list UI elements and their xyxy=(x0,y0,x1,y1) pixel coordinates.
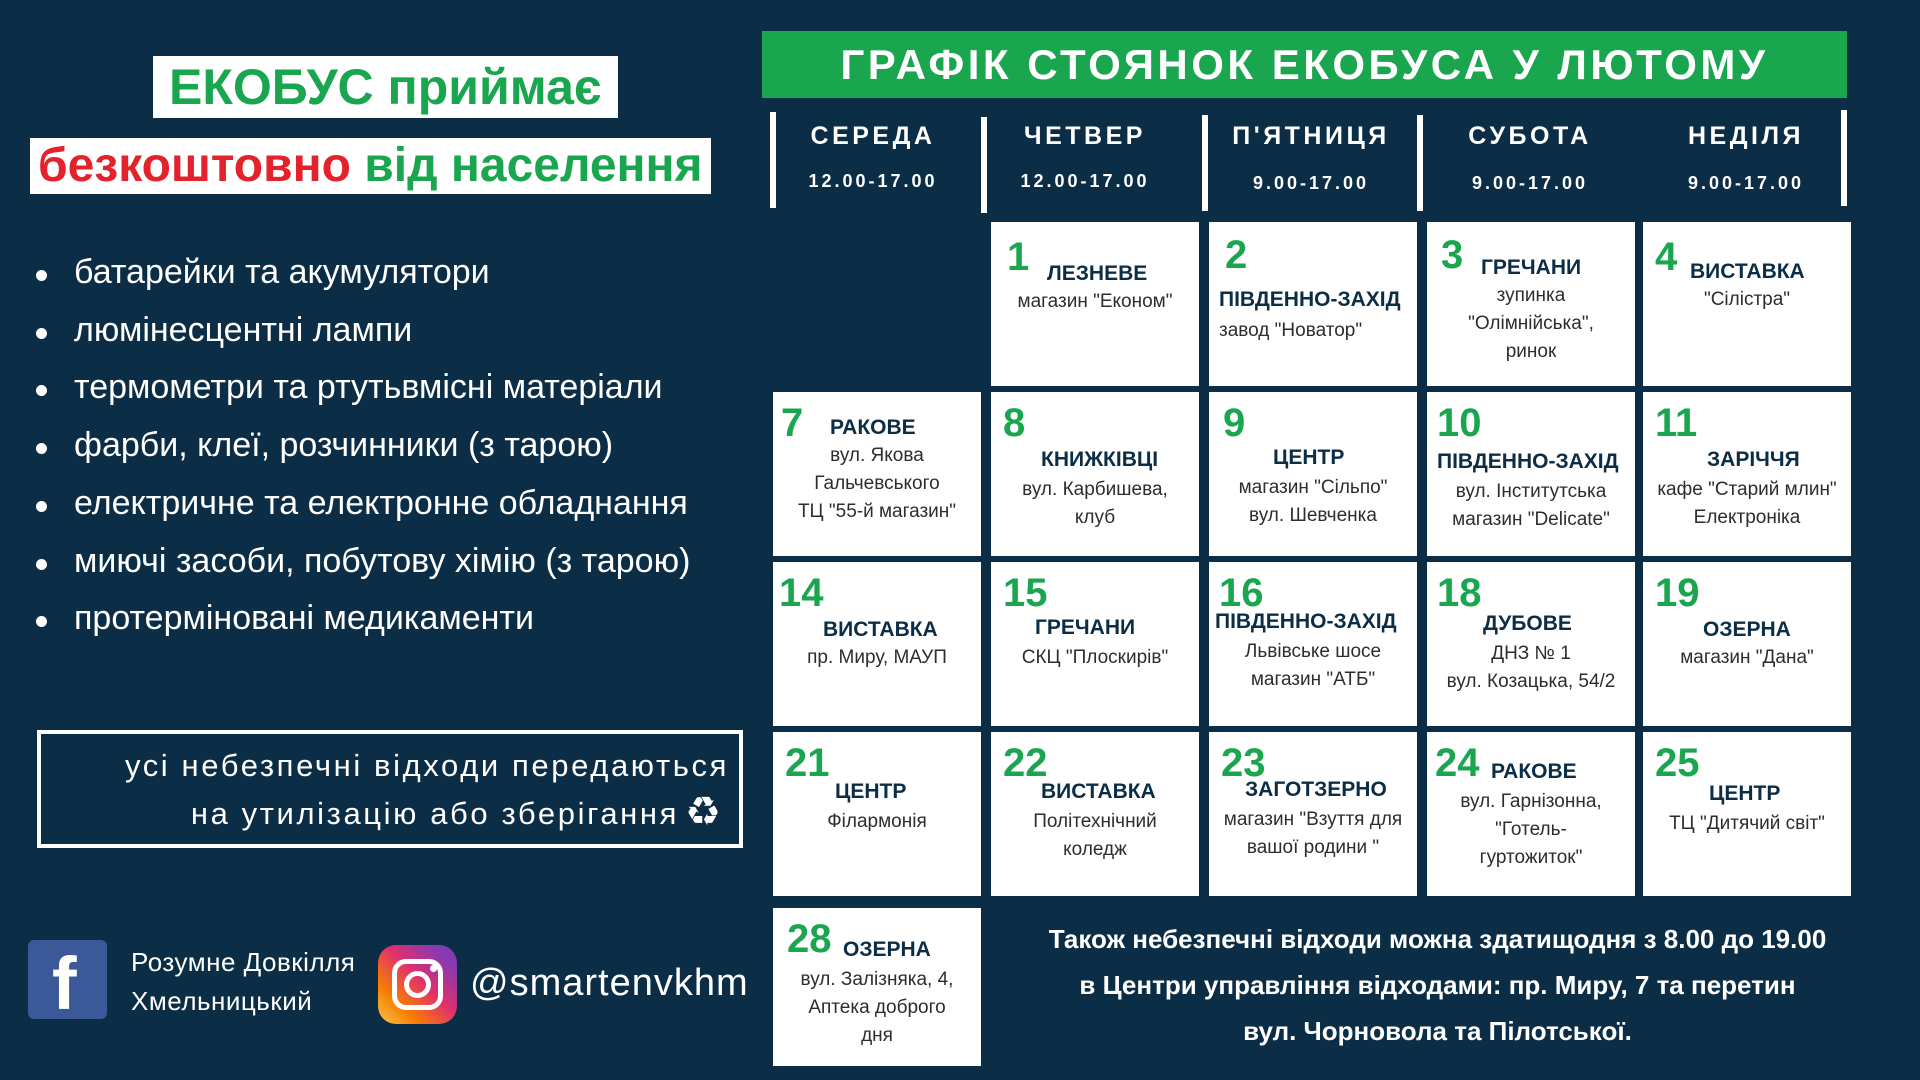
facebook-name-line-1: Розумне Довкілля xyxy=(131,947,356,977)
schedule-title: ГРАФІК СТОЯНОК ЕКОБУСА У ЛЮТОМУ xyxy=(762,31,1847,98)
day-number: 9 xyxy=(1223,401,1246,445)
day-header-friday xyxy=(1206,122,1416,194)
day-time: 12.00-17.00 xyxy=(808,171,938,191)
stop-address: вул. Інститутська магазин "Delicate" xyxy=(1452,481,1610,530)
day-header-wednesday xyxy=(768,122,978,192)
day-header-sunday xyxy=(1641,122,1851,194)
stop-address: вул. Якова Гальчевського ТЦ "55-й магазин" xyxy=(797,445,957,522)
stop-area: ДУБОВЕ xyxy=(1483,612,1572,635)
footer-info xyxy=(985,916,1890,1054)
stop-address: магазин "Сільпо" вул. Шевченка xyxy=(1238,477,1388,526)
recycle-icon: ♻ xyxy=(685,790,721,834)
day-number: 4 xyxy=(1655,235,1678,279)
day-time: 9.00-17.00 xyxy=(1687,173,1805,193)
day-number: 10 xyxy=(1437,401,1482,445)
disposal-note-box xyxy=(37,730,743,848)
day-number: 3 xyxy=(1441,233,1464,277)
day-name: СЕРЕДА xyxy=(810,122,936,150)
calendar-cell xyxy=(1209,732,1417,896)
stop-address: кафе "Старий млин" Електроніка xyxy=(1657,479,1837,528)
stop-area: ГРЕЧАНИ xyxy=(1035,616,1136,639)
footer-line-2: в Центри управління відходами: пр. Миру, 7 та перетин xyxy=(1079,970,1796,1000)
headline-line-2 xyxy=(30,138,711,194)
calendar-cell xyxy=(773,562,981,726)
day-header-thursday xyxy=(980,122,1190,192)
stop-area: ОЗЕРНА xyxy=(1703,618,1791,641)
calendar-cell xyxy=(773,732,981,896)
calendar-cell xyxy=(991,392,1199,556)
stop-address: вул. Залізняка, 4, Аптека доброго дня xyxy=(800,969,954,1046)
list-item: миючі засоби, побутову хімію (з тарою) xyxy=(30,533,770,591)
day-number: 8 xyxy=(1003,401,1026,445)
stop-address: пр. Миру, МАУП xyxy=(807,647,947,668)
stop-address: Львівське шосе магазин "АТБ" xyxy=(1244,641,1382,690)
day-number: 14 xyxy=(779,571,824,615)
day-header-saturday xyxy=(1425,122,1635,194)
calendar-cell xyxy=(991,562,1199,726)
note-line-1: усі небезпечні відходи передаються xyxy=(124,748,729,783)
instagram-handle[interactable]: @smartenvkhm xyxy=(470,962,749,1004)
day-time: 9.00-17.00 xyxy=(1252,173,1370,193)
day-number: 19 xyxy=(1655,571,1700,615)
headline-from-population: від населення xyxy=(350,139,703,192)
facebook-name-line-2: Хмельницький xyxy=(131,986,313,1016)
day-name: СУБОТА xyxy=(1468,122,1592,150)
day-number: 22 xyxy=(1003,741,1048,785)
day-number: 28 xyxy=(787,917,832,961)
stop-area: ОЗЕРНА xyxy=(843,938,931,961)
calendar-cell xyxy=(1643,732,1851,896)
day-number: 18 xyxy=(1437,571,1482,615)
calendar-cell xyxy=(1209,222,1417,386)
day-number: 2 xyxy=(1225,233,1248,277)
stop-address: магазин "Економ" xyxy=(1017,291,1173,312)
headline-line-1: ЕКОБУС приймає xyxy=(153,56,618,118)
stop-address: "Сілістра" xyxy=(1703,289,1791,310)
day-name: П'ЯТНИЦЯ xyxy=(1232,122,1390,150)
stop-area: ЗАРІЧЧЯ xyxy=(1707,448,1800,471)
day-name: НЕДІЛЯ xyxy=(1688,122,1804,150)
headline-free-word: безкоштовно xyxy=(38,139,351,192)
footer-line-1: Також небезпечні відходи можна здатищодня з 8.00 до 19.00 xyxy=(1048,924,1827,954)
day-number: 15 xyxy=(1003,571,1048,615)
calendar-cell xyxy=(991,222,1199,386)
stop-address: СКЦ "Плоскирів" xyxy=(1021,647,1169,668)
stop-area: ЦЕНТР xyxy=(1709,782,1781,805)
stop-area: ВИСТАВКА xyxy=(823,618,938,641)
stop-area: РАКОВЕ xyxy=(830,416,916,439)
calendar-cell xyxy=(773,392,981,556)
stop-address: ТЦ "Дитячий світ" xyxy=(1669,813,1825,834)
stop-area: ЛЕЗНЕВЕ xyxy=(1047,262,1148,285)
calendar-cell xyxy=(1643,222,1851,386)
calendar-cell xyxy=(1643,392,1851,556)
list-item: фарби, клеї, розчинники (з тарою) xyxy=(30,417,770,475)
list-item: люмінесцентні лампи xyxy=(30,302,770,360)
stop-address: магазин "Дана" xyxy=(1680,647,1814,668)
calendar-cell xyxy=(1427,392,1635,556)
stop-area: ГРЕЧАНИ xyxy=(1481,256,1582,279)
stop-address: Філармонія xyxy=(827,811,927,832)
stop-area: ЗАГОТЗЕРНО xyxy=(1245,778,1387,801)
note-line-2: на утилізацію або зберігання xyxy=(190,796,679,831)
stop-area: КНИЖКІВЦІ xyxy=(1041,448,1159,471)
stop-area: ПІВДЕННО-ЗАХІД xyxy=(1215,610,1397,633)
calendar-cell xyxy=(1209,392,1417,556)
day-number: 1 xyxy=(1007,235,1030,279)
day-number: 25 xyxy=(1655,741,1700,785)
calendar-cell xyxy=(1427,562,1635,726)
stop-address: ДНЗ № 1 вул. Козацька, 54/2 xyxy=(1446,643,1616,692)
list-item: електричне та електронне обладнання xyxy=(30,475,770,533)
calendar-cell xyxy=(1643,562,1851,726)
stop-address: завод "Новатор" xyxy=(1219,320,1363,341)
day-number: 11 xyxy=(1655,401,1698,445)
stop-area: ПІВДЕННО-ЗАХІД xyxy=(1437,450,1619,473)
calendar-cell xyxy=(773,908,981,1066)
day-number: 16 xyxy=(1219,571,1264,615)
stop-area: ЦЕНТР xyxy=(835,780,907,803)
footer-line-3: вул. Чорновола та Пілотської. xyxy=(1243,1016,1632,1046)
stop-area: ПІВДЕННО-ЗАХІД xyxy=(1219,288,1401,311)
day-time: 12.00-17.00 xyxy=(1020,171,1150,191)
stop-address: вул. Карбишева, клуб xyxy=(1022,479,1168,528)
list-item: батарейки та акумулятори xyxy=(30,244,770,302)
stop-address: Політехнічний коледж xyxy=(1033,811,1157,860)
stop-area: РАКОВЕ xyxy=(1491,760,1577,783)
stop-address: зупинка "Олімнійська", ринок xyxy=(1468,285,1594,362)
list-item: протерміновані медикаменти xyxy=(30,590,770,648)
day-name: ЧЕТВЕР xyxy=(1024,122,1146,150)
stop-area: ВИСТАВКА xyxy=(1690,260,1805,283)
stop-address: вул. Гарнізонна, "Готель- гуртожиток" xyxy=(1460,791,1602,868)
day-time: 9.00-17.00 xyxy=(1471,173,1589,193)
calendar-cell xyxy=(1209,562,1417,726)
day-number: 7 xyxy=(781,401,804,445)
facebook-icon[interactable]: f xyxy=(28,940,107,1019)
day-number: 24 xyxy=(1435,741,1480,785)
calendar-cell xyxy=(1427,732,1635,896)
stop-area: ЦЕНТР xyxy=(1273,446,1345,469)
calendar-cell xyxy=(991,732,1199,896)
divider xyxy=(1417,115,1423,211)
stop-area: ВИСТАВКА xyxy=(1041,780,1156,803)
calendar-cell xyxy=(1427,222,1635,386)
accepted-items-list xyxy=(30,244,770,648)
day-number: 21 xyxy=(785,741,830,785)
instagram-icon[interactable] xyxy=(378,945,457,1024)
list-item: термометри та ртутьвмісні матеріали xyxy=(30,359,770,417)
stop-address: магазин "Взуття для вашої родини " xyxy=(1223,809,1403,858)
day-number: 23 xyxy=(1221,741,1266,785)
facebook-page-name[interactable] xyxy=(131,943,355,1021)
